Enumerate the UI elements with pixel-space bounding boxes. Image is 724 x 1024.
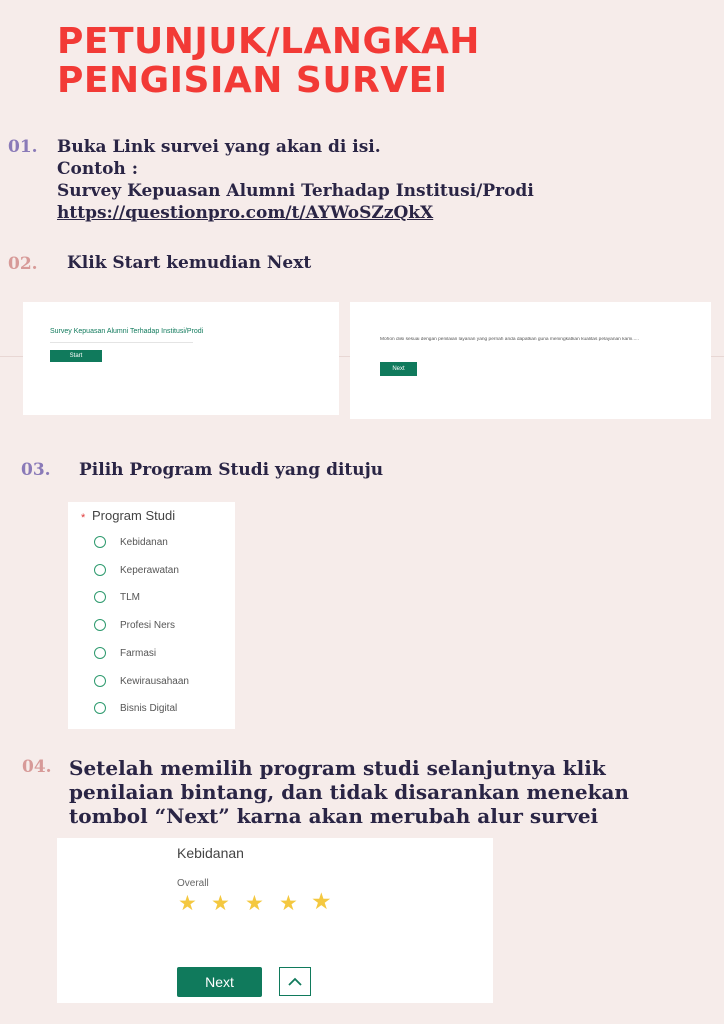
step-04-line: Setelah memilih program studi selanjutnya klik	[69, 756, 606, 780]
radio-option[interactable]	[94, 536, 168, 548]
step-number-01: 01.	[8, 137, 38, 157]
intro-text: Mohon diisi sesuai dengan penilaian layanan yang pernah anda dapatkan guna meningkatkan kualitas pelayanan kami.....	[380, 337, 639, 342]
step-01-line: Survey Kepuasan Alumni Terhadap Institusi/Prodi	[57, 181, 534, 201]
next-button[interactable]: Next	[380, 362, 417, 376]
radio-circle-icon[interactable]	[94, 702, 106, 714]
intro-screenshot	[350, 302, 711, 419]
step-number-02: 02.	[8, 254, 38, 274]
star-icon[interactable]: ★	[178, 891, 197, 915]
radio-circle-icon[interactable]	[94, 619, 106, 631]
step-04-line: tombol “Next” karna akan merubah alur survei	[69, 804, 599, 828]
required-mark: *	[81, 512, 86, 524]
star-icon[interactable]: ★	[311, 889, 332, 915]
radio-option[interactable]	[94, 564, 179, 576]
survey-link[interactable]: https://questionpro.com/t/AYWoSZzQkX	[57, 203, 434, 223]
radio-circle-icon[interactable]	[94, 647, 106, 659]
step-01-text	[57, 136, 534, 224]
radio-circle-icon[interactable]	[94, 591, 106, 603]
step-01-line: Contoh :	[57, 159, 138, 179]
radio-label: TLM	[120, 591, 140, 603]
radio-label: Profesi Ners	[120, 619, 176, 631]
radio-option[interactable]	[94, 591, 140, 603]
start-screenshot	[23, 302, 339, 415]
radio-label: Bisnis Digital	[120, 702, 178, 714]
radio-label: Farmasi	[120, 647, 157, 659]
step-03-text: Pilih Program Studi yang dituju	[79, 460, 384, 480]
radio-label: Keperawatan	[120, 564, 179, 576]
radio-label: Kewirausahaan	[120, 675, 189, 687]
title-line-2: PENGISIAN SURVEI	[57, 60, 448, 101]
radio-option[interactable]	[94, 675, 189, 687]
scroll-up-button[interactable]	[279, 967, 311, 996]
star-icon[interactable]: ★	[245, 891, 264, 915]
step-number-03: 03.	[21, 460, 51, 480]
page-title	[57, 22, 480, 100]
radio-label: Kebidanan	[120, 536, 168, 548]
survey-heading: Survey Kepuasan Alumni Terhadap Institusi/Prodi	[50, 328, 204, 335]
step-04-line: penilaian bintang, dan tidak disarankan menekan	[69, 780, 629, 804]
title-line-1: PETUNJUK/LANGKAH	[57, 21, 480, 62]
heading-underline	[50, 342, 193, 343]
chevron-up-icon	[288, 977, 302, 986]
radio-circle-icon[interactable]	[94, 564, 106, 576]
radio-option[interactable]	[94, 647, 156, 659]
next-button[interactable]: Next	[177, 967, 262, 997]
rating-screenshot	[57, 838, 493, 1003]
radio-circle-icon[interactable]	[94, 536, 106, 548]
radio-circle-icon[interactable]	[94, 675, 106, 687]
step-01-line: Buka Link survei yang akan di isi.	[57, 137, 381, 157]
start-button[interactable]: Start	[50, 350, 102, 362]
star-icon[interactable]: ★	[211, 891, 230, 915]
step-04-text	[69, 756, 629, 828]
step-number-04: 04.	[22, 757, 52, 777]
radio-option[interactable]	[94, 702, 177, 714]
program-studi-label: Program Studi	[92, 508, 176, 523]
radio-option[interactable]	[94, 619, 175, 631]
program-form-screenshot	[68, 502, 235, 729]
overall-label: Overall	[177, 878, 209, 889]
step-02-text: Klik Start kemudian Next	[67, 253, 312, 273]
rating-heading: Kebidanan	[177, 845, 244, 861]
star-icon[interactable]: ★	[279, 891, 298, 915]
